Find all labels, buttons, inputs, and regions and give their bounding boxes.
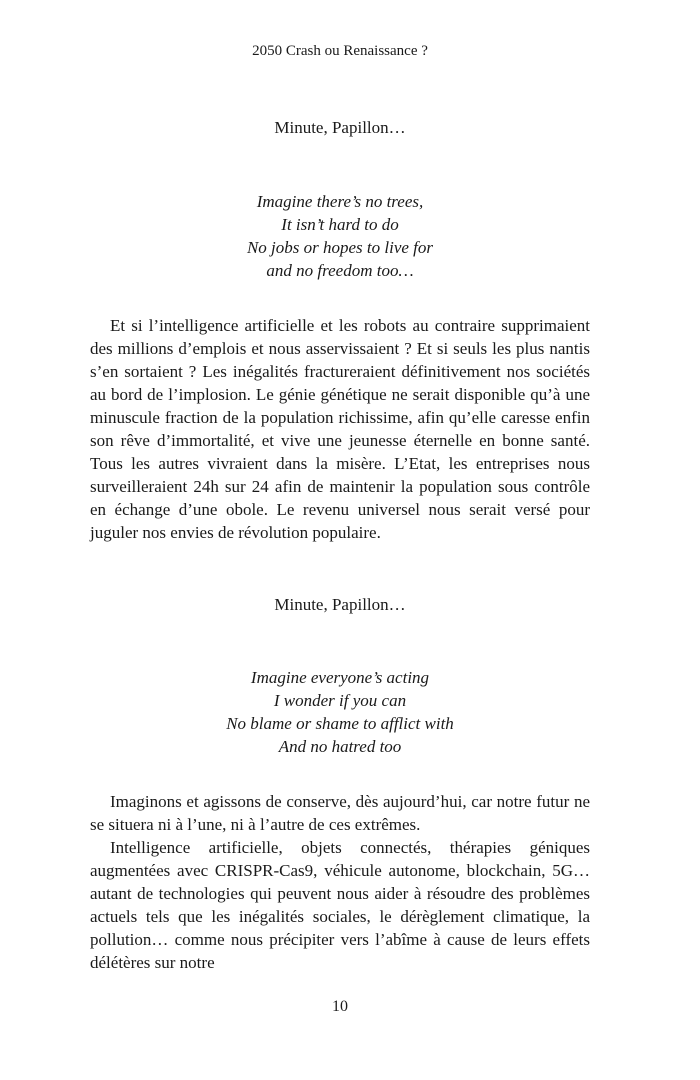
page-number: 10 [332,998,348,1015]
paragraph: Imaginons et agissons de conserve, dès aujourd’hui, car notre futur ne se situera ni à l’une, ni à l’autre de ces extrêmes. [90,792,590,834]
verse-line: No jobs or hopes to live for [246,238,434,257]
song-verse-2 [0,666,680,758]
song-verse-1 [0,190,680,282]
interlude-heading-2: Minute, Papillon… [274,595,406,614]
verse-line: and no freedom too… [266,261,414,280]
body-text-1 [90,314,590,544]
verse-line: And no hatred too [278,737,402,756]
verse-line: Imagine everyone’s acting [250,668,430,687]
body-text-2 [90,790,590,974]
paragraph: Intelligence artificielle, objets connectés, thérapies géniques augmentées avec CRISPR-Cas9, véhicule autonome, blockchain, 5G… autant de technologies qui peuvent nous aider à résoudre des problèmes actuels tels que les inégalités sociales, le dérèglement climatique, la pollution… comme nous précipiter vers l’abîme à cause de leurs effets délétères sur notre [90,838,590,972]
paragraph: Et si l’intelligence artificielle et les robots au contraire supprimaient des millions d’emplois et nous asservissaient ? Et si seuls les plus nantis s’en sortaient ? Les inégalités fractureraient définitivement nos sociétés au bord de l’implosion. Le génie génétique ne serait disponible qu’à une minuscule fraction de la population richissime, afin qu’elle caresse enfin son rêve d’immortalité, et vive une jeunesse éternelle en bonne santé. Tous les autres vivraient dans la misère. L’Etat, les entreprises nous surveilleraient 24h sur 24 afin de maintenir la population sous contrôle en échange d’une obole. Le revenu universel nous serait versé pour juguler nos envies de révolution populaire. [90,316,590,542]
interlude-heading-1: Minute, Papillon… [274,118,406,137]
verse-line: No blame or shame to afflict with [226,714,454,733]
verse-line: I wonder if you can [273,691,407,710]
running-header: 2050 Crash ou Renaissance ? [252,43,428,59]
verse-line: Imagine there’s no trees, [256,192,424,211]
verse-line: It isn’t hard to do [281,215,399,234]
